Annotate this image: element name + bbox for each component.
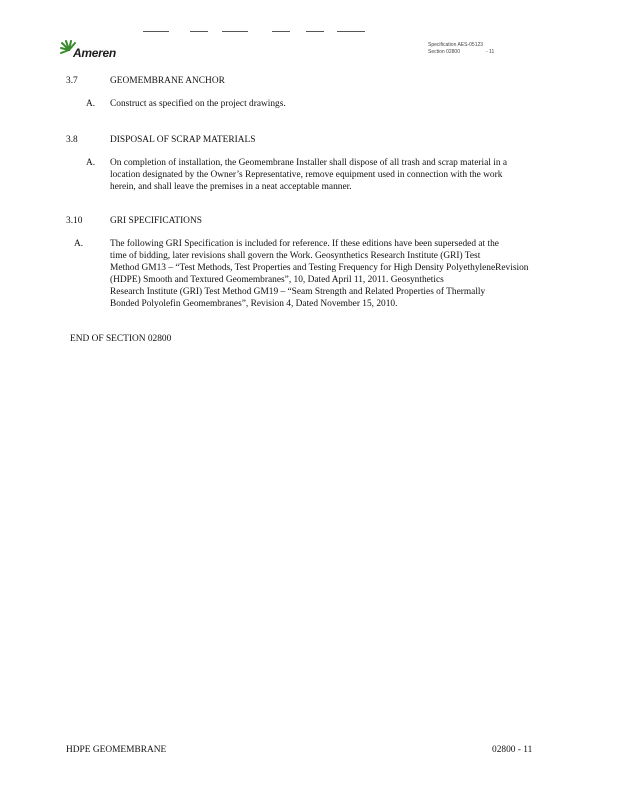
item-letter: A. bbox=[86, 158, 96, 168]
paragraph-line: Research Institute (GRI) Test Method GM19 – “Seam Strength and Related Properties of Thermally bbox=[110, 287, 486, 297]
paragraph-line: herein, and shall leave the premises in a neat acceptable manner. bbox=[110, 182, 352, 192]
end-of-section: END OF SECTION 02800 bbox=[70, 334, 172, 344]
header-rule-segment bbox=[306, 31, 324, 32]
paragraph-line: The following GRI Specification is included for reference. If these editions have been superseded at the bbox=[110, 239, 499, 249]
header-rule-segment bbox=[337, 31, 365, 32]
section-number: Section 02800 bbox=[428, 49, 460, 55]
section-title-geomembrane-anchor: GEOMEMBRANE ANCHOR bbox=[110, 76, 225, 86]
header-rule-segment bbox=[190, 31, 208, 32]
paragraph-line: Method GM13 – “Test Methods, Test Properties and Testing Frequency for High Density PolyethyleneRevision bbox=[110, 263, 529, 273]
paragraph-line: Construct as specified on the project drawings. bbox=[110, 99, 286, 109]
section-title-disposal: DISPOSAL OF SCRAP MATERIALS bbox=[110, 135, 256, 145]
section-number-3-8: 3.8 bbox=[66, 135, 78, 145]
footer-title: HDPE GEOMEMBRANE bbox=[66, 745, 167, 755]
header-page-mark: - 11 bbox=[486, 49, 495, 55]
spec-number: Specification AES-05123 bbox=[428, 42, 484, 48]
paragraph-line: location designated by the Owner’s Representative, remove equipment used in connection with the work bbox=[110, 170, 503, 180]
header-rule-segment bbox=[222, 31, 248, 32]
footer-page-number: 02800 - 11 bbox=[492, 745, 533, 755]
paragraph-line: time of bidding, later revisions shall govern the Work. Geosynthetics Research Institute (GRI) Test bbox=[110, 251, 481, 261]
logo-text: Ameren bbox=[73, 46, 116, 60]
section-number-3-10: 3.10 bbox=[66, 216, 83, 226]
section-number-3-7: 3.7 bbox=[66, 76, 78, 86]
header-rule-segment bbox=[272, 31, 290, 32]
paragraph-line: Bonded Polyolefin Geomembranes”, Revision 4, Dated November 15, 2010. bbox=[110, 299, 398, 309]
section-title-gri-specifications: GRI SPECIFICATIONS bbox=[110, 216, 202, 226]
spec-info bbox=[428, 42, 495, 56]
item-letter: A. bbox=[74, 239, 84, 249]
paragraph-line: On completion of installation, the Geomembrane Installer shall dispose of all trash and scrap material in a bbox=[110, 158, 508, 168]
item-letter: A. bbox=[86, 99, 96, 109]
header-rule-segment bbox=[143, 31, 169, 32]
paragraph-line: (HDPE) Smooth and Textured Geomembranes”, 10, Dated April 11, 2011. Geosynthetics bbox=[110, 275, 444, 285]
